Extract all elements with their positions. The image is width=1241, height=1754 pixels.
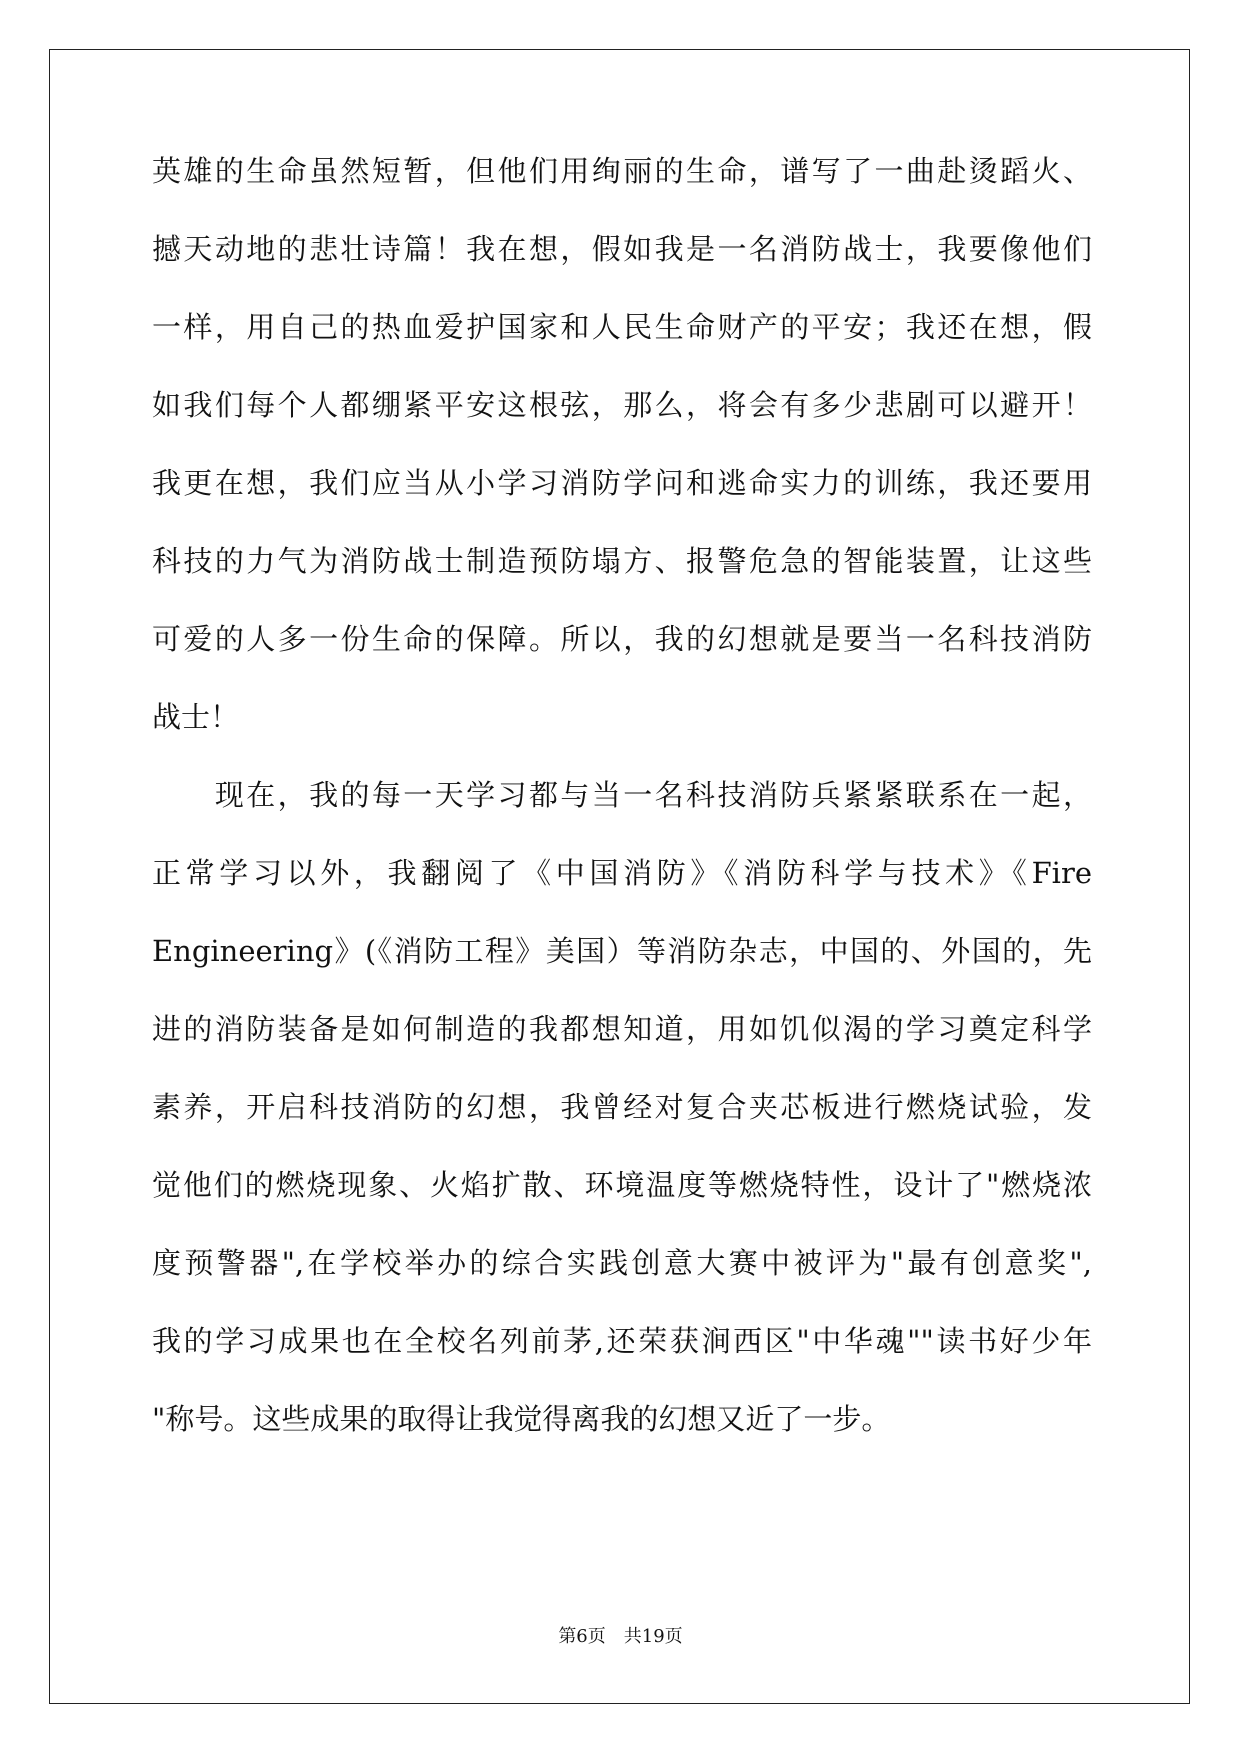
document-body [152,152,1092,1478]
text-line: 英雄的生命虽然短暂，但他们用绚丽的生命，谱写了一曲赴烫蹈火、 [152,154,1092,188]
text-line: 觉他们的燃烧现象、火焰扩散、环境温度等燃烧特性，设计了"燃烧浓 [152,1168,1092,1202]
text-line: 度预警器",在学校举办的综合实践创意大赛中被评为"最有创意奖", [152,1246,1092,1280]
text-line: 一样，用自己的热血爱护国家和人民生命财产的平安；我还在想，假 [152,310,1092,344]
text-line: 现在，我的每一天学习都与当一名科技消防兵紧紧联系在一起， [152,778,1092,812]
text-line: 我更在想，我们应当从小学习消防学问和逃命实力的训练，我还要用 [152,466,1092,500]
text-line: "称号。这些成果的取得让我觉得离我的幻想又近了一步。 [152,1402,891,1436]
text-line: 科技的力气为消防战士制造预防塌方、报警危急的智能装置，让这些 [152,544,1092,578]
text-line: 正常学习以外，我翻阅了《中国消防》《消防科学与技术》《Fire [152,856,1092,890]
text-line: 战士！ [152,700,240,734]
text-line: 如我们每个人都绷紧平安这根弦，那么，将会有多少悲剧可以避开！ [152,388,1092,422]
text-line: 素养，开启科技消防的幻想，我曾经对复合夹芯板进行燃烧试验，发 [152,1090,1092,1124]
text-line: 可爱的人多一份生命的保障。所以，我的幻想就是要当一名科技消防 [152,622,1092,656]
text-line: 我的学习成果也在全校名列前茅,还荣获涧西区"中华魂""读书好少年 [152,1324,1092,1358]
page-number-footer: 第6页 共19页 [558,1626,683,1647]
text-line: 进的消防装备是如何制造的我都想知道，用如饥似渴的学习奠定科学 [152,1012,1092,1046]
text-line: Engineering》(《消防工程》美国）等消防杂志，中国的、外国的，先 [152,934,1092,968]
text-line: 撼天动地的悲壮诗篇！我在想，假如我是一名消防战士，我要像他们 [152,232,1092,266]
